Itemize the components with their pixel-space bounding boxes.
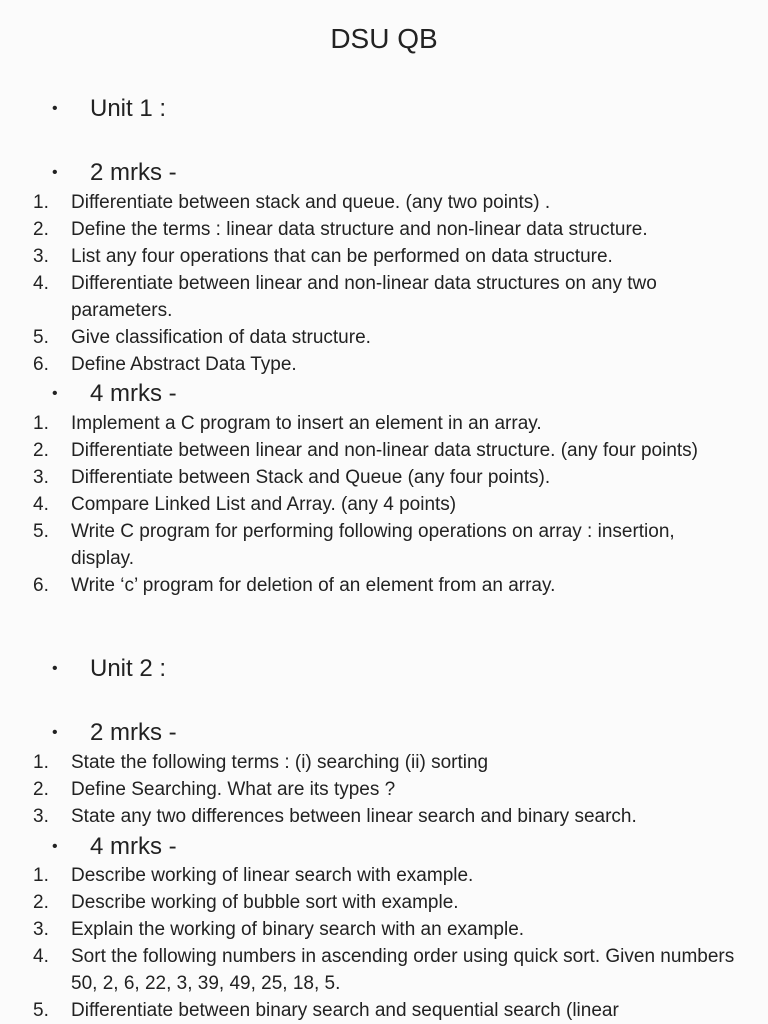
bullet-icon: • — [52, 838, 58, 855]
unit-1-two-marks-list — [0, 189, 740, 378]
bullet-icon: • — [52, 660, 58, 677]
list-item: 5. Give classification of data structure. — [33, 327, 371, 348]
unit-2-two-marks-list — [0, 749, 740, 830]
page-title: DSU QB — [330, 23, 438, 54]
list-item: 3. Explain the working of binary search with an example. — [33, 919, 525, 940]
list-item: 4. Sort the following numbers in ascending order using quick sort. Given numbers 50, 2, 6, 22, 3, 39, 49, 25, 18, 5. — [33, 946, 735, 994]
bullet-icon: • — [52, 385, 58, 402]
list-item: 6. Define Abstract Data Type. — [33, 354, 297, 375]
list-item: 4. Differentiate between linear and non-linear data structures on any two parameters. — [33, 273, 657, 321]
list-item: 6. Write ‘c’ program for deletion of an element from an array. — [33, 575, 556, 596]
list-item: 4. Compare Linked List and Array. (any 4 points) — [33, 494, 457, 515]
list-item: 1. State the following terms : (i) searching (ii) sorting — [33, 752, 489, 773]
list-item: 5. Differentiate between binary search and sequential search (linear — [33, 1000, 619, 1021]
unit-2-four-marks-list — [0, 862, 740, 1024]
list-item: 2. Differentiate between linear and non-linear data structure. (any four points) — [33, 440, 699, 461]
list-item: 2. Define Searching. What are its types ? — [33, 779, 396, 800]
list-item: 5. Write C program for performing following operations on array : insertion, display. — [33, 521, 675, 569]
list-item: 2. Describe working of bubble sort with example. — [33, 892, 459, 913]
list-item: 3. State any two differences between linear search and binary search. — [33, 806, 637, 827]
bullet-icon: • — [52, 724, 58, 741]
list-item: 2. Define the terms : linear data structure and non-linear data structure. — [33, 219, 648, 240]
list-item: 1. Differentiate between stack and queue. (any two points) . — [33, 192, 551, 213]
list-item: 3. Differentiate between Stack and Queue (any four points). — [33, 467, 551, 488]
list-item: 1. Describe working of linear search with example. — [33, 865, 474, 886]
list-item: 1. Implement a C program to insert an element in an array. — [33, 413, 542, 434]
bullet-icon: • — [52, 164, 58, 181]
list-item: 3. List any four operations that can be performed on data structure. — [33, 246, 613, 267]
unit-1-four-marks-list — [0, 410, 740, 599]
bullet-icon: • — [52, 100, 58, 117]
